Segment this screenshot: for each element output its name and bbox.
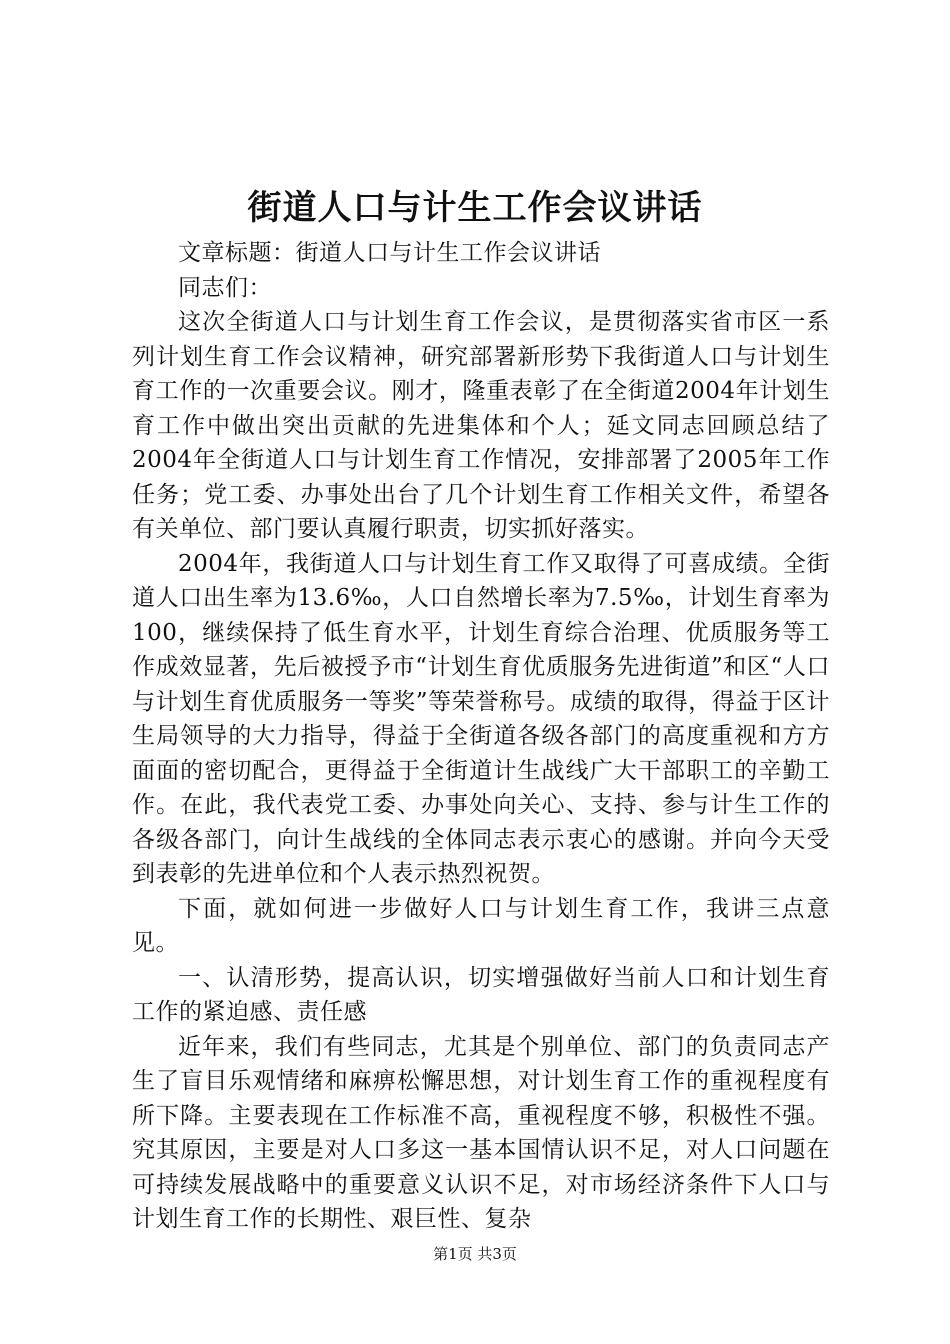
- paragraph-intro: 这次全街道人口与计划生育工作会议，是贯彻落实省市区一系列计划生育工作会议精神，研究部署新形势下我街道人口与计划生育工作的一次重要会议。刚才，隆重表彰了在全街道2004年计划生育工作中做出突出贡献的先进集体和个人；延文同志回顾总结了2004年全街道人口与计划生育工作情况，安排部署了2005年工作任务；党工委、办事处出台了几个计划生育工作相关文件，希望各有关单位、部门要认真履行职责，切实抓好落实。: [132, 309, 830, 542]
- paragraph-achievements: 2004年，我街道人口与计划生育工作又取得了可喜成绩。全街道人口出生率为13.6‰，人口自然增长率为7.5‰，计划生育率为100，继续保持了低生育水平，计划生育综合治理、优质服务等工作成效显著，先后被授予市“计划生育优质服务先进街道”和区“人口与计划生育优质服务一等奖”等荣誉称号。成绩的取得，得益于区计生局领导的大力指导，得益于全街道各级各部门的高度重视和方方面面的密切配合，更得益于全街道计生战线广大干部职工的辛勤工作。在此，我代表党工委、办事处向关心、支持、参与计生工作的各级各部门，向计生战线的全体同志表示衷心的感谢。并向今天受到表彰的先进单位和个人表示热烈祝贺。: [132, 550, 830, 887]
- paragraph-problems: 近年来，我们有些同志，尤其是个别单位、部门的负责同志产生了盲目乐观情绪和麻痹松懈思想，对计划生育工作的重视程度有所下降。主要表现在工作标准不高，重视程度不够，积极性不强。究其原因，主要是对人口多这一基本国情认识不足，对人口问题在可持续发展战略中的重要意义认识不足，对市场经济条件下人口与计划生育工作的长期性、艰巨性、复杂: [132, 1033, 830, 1232]
- article-title-line: 文章标题：街道人口与计生工作会议讲话: [178, 240, 601, 266]
- paragraph-transition: 下面，就如何进一步做好人口与计划生育工作，我讲三点意见。: [132, 895, 830, 956]
- document-title: 街道人口与计生工作会议讲话: [247, 188, 703, 228]
- salutation: 同志们：: [178, 274, 272, 301]
- document-body: [132, 236, 830, 1237]
- section-heading-1: 一、认清形势，提高认识，切实增强做好当前人口和计划生育工作的紧迫感、责任感: [132, 964, 830, 1025]
- page-number-footer: 第1页 共3页: [433, 1245, 517, 1263]
